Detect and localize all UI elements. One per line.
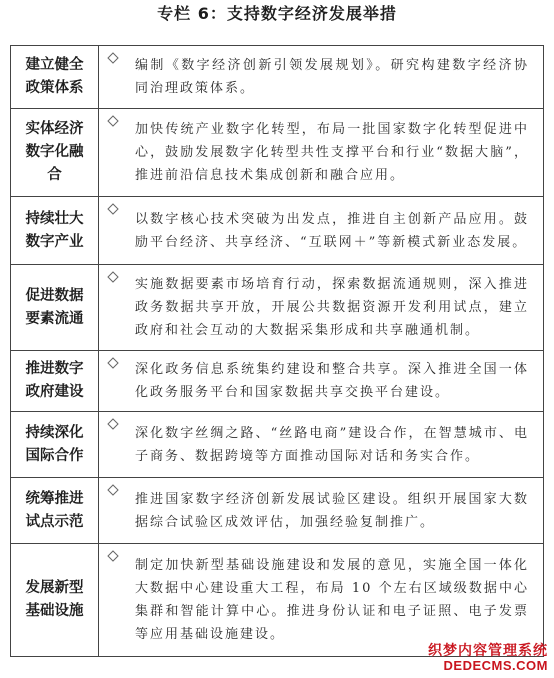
row-heading: 持续壮大数字产业 [11, 197, 99, 264]
watermark-line1: 织梦内容管理系统 [428, 642, 548, 658]
watermark [428, 642, 548, 674]
row-heading: 持续深化国际合作 [11, 412, 99, 477]
row-content [99, 544, 543, 656]
row-content [99, 351, 543, 411]
diamond-bullet-icon [107, 203, 123, 215]
row-heading: 推进数字政府建设 [11, 351, 99, 411]
table-row [11, 412, 543, 478]
row-content [99, 46, 543, 108]
table-row [11, 109, 543, 197]
row-text: 以数字核心技术突破为出发点，推进自主创新产品应用。鼓励平台经济、共享经济、“互联网＋”等新模式新业态发展。 [135, 211, 529, 250]
page-title: 专栏 6：支持数字经济发展举措 [157, 4, 397, 23]
row-content [99, 412, 543, 477]
measures-table [10, 45, 544, 657]
row-heading: 实体经济数字化融合 [11, 109, 99, 196]
row-content [99, 478, 543, 543]
row-text: 推进国家数字经济创新发展试验区建设。组织开展国家大数据综合试验区成效评估，加强经验复制推广。 [135, 491, 529, 530]
table-row [11, 46, 543, 109]
row-heading: 统筹推进试点示范 [11, 478, 99, 543]
table-row [11, 197, 543, 265]
row-text: 加快传统产业数字化转型，布局一批国家数字化转型促进中心，鼓励发展数字化转型共性支撑平台和行业“数据大脑”，推进前沿信息技术集成创新和融合应用。 [135, 122, 529, 183]
diamond-bullet-icon [107, 484, 123, 496]
diamond-bullet-icon [107, 52, 123, 64]
row-heading: 促进数据要素流通 [11, 265, 99, 350]
diamond-bullet-icon [107, 418, 123, 430]
diamond-bullet-icon [107, 271, 123, 283]
row-content [99, 109, 543, 196]
watermark-line2: DEDECMS.COM [443, 658, 548, 673]
row-text: 制定加快新型基础设施建设和发展的意见，实施全国一体化大数据中心建设重大工程，布局 10 个左右区域级数据中心集群和智能计算中心。推进身份认证和电子证照、电子发票等应用基础设施建设。 [135, 558, 529, 642]
row-text: 编制《数字经济创新引领发展规划》。研究构建数字经济协同治理政策体系。 [135, 58, 529, 96]
row-text: 深化政务信息系统集约建设和整合共享。深入推进全国一体化政务服务平台和国家数据共享交换平台建设。 [135, 362, 529, 400]
diamond-bullet-icon [107, 115, 123, 127]
table-row [11, 478, 543, 544]
row-heading: 建立健全政策体系 [11, 46, 99, 108]
diamond-bullet-icon [107, 550, 123, 562]
row-content [99, 265, 543, 350]
diamond-bullet-icon [107, 357, 123, 369]
row-content [99, 197, 543, 264]
row-text: 深化数字丝绸之路、“丝路电商”建设合作，在智慧城市、电子商务、数据跨境等方面推动国际对话和务实合作。 [135, 425, 529, 464]
table-row [11, 351, 543, 412]
table-row [11, 544, 543, 656]
table-row [11, 265, 543, 351]
row-heading: 发展新型基础设施 [11, 544, 99, 656]
row-text: 实施数据要素市场培育行动，探索数据流通规则，深入推进政务数据共享开放，开展公共数据资源开发利用试点，建立政府和社会互动的大数据采集形成和共享融通机制。 [135, 277, 529, 338]
